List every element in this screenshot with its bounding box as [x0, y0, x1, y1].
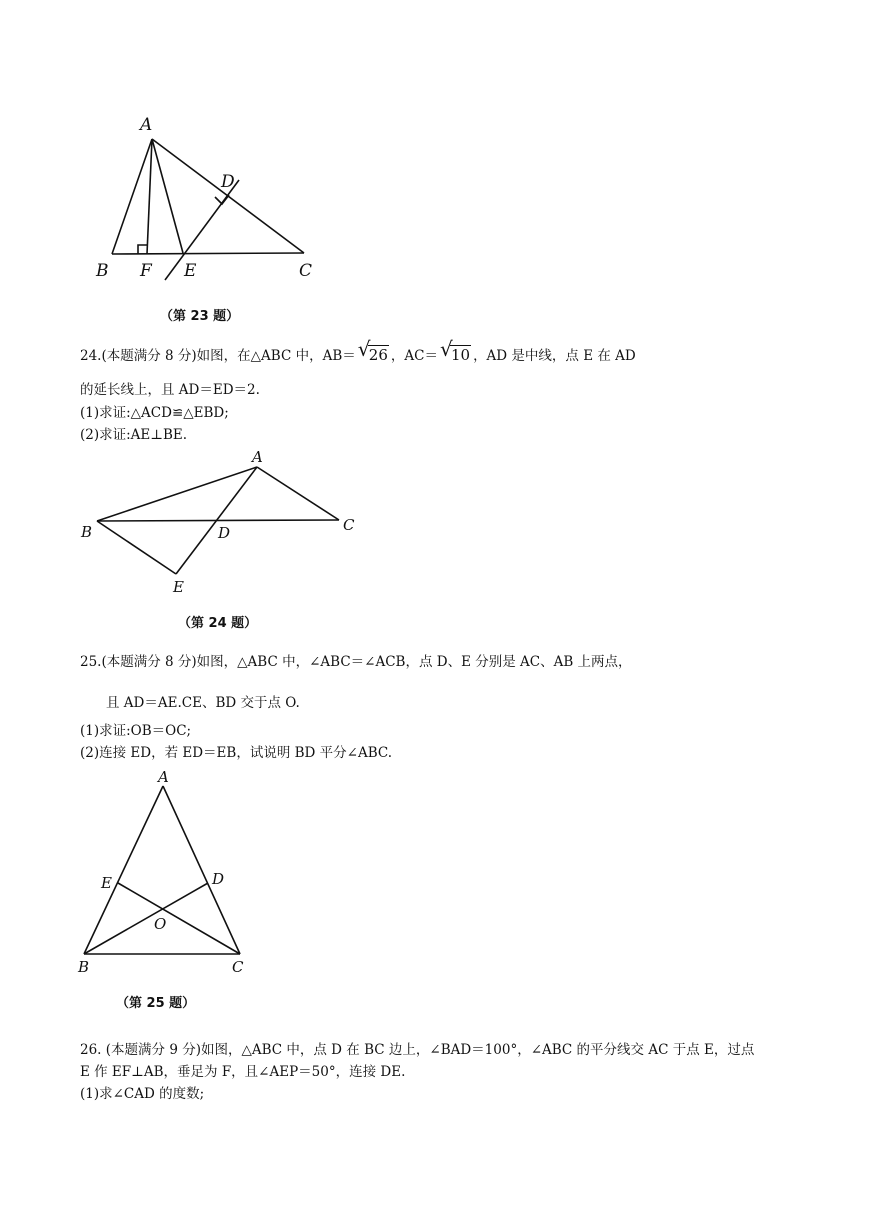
label-c: C: [232, 958, 244, 976]
label-d: D: [212, 870, 225, 888]
q24-line2: 的延长线上，且 AD＝ED＝2.: [80, 382, 260, 398]
q25-line2: 且 AD＝AE.CE、BD 交于点 O.: [106, 695, 300, 711]
label-a: A: [252, 448, 263, 466]
sqrt-26: √ 26: [357, 337, 388, 364]
label-f: F: [140, 261, 152, 281]
label-e: E: [184, 261, 197, 281]
label-b: B: [78, 958, 90, 976]
q24-part2: (2)求证:AE⊥BE.: [80, 427, 188, 443]
figure-25-caption: （第 25 题）: [116, 996, 196, 1011]
q24-part1: (1)求证:△ACD≌△EBD;: [80, 405, 229, 421]
label-b: B: [81, 523, 93, 541]
q26-line1: 26. (本题满分 9 分)如图，△ABC 中，点 D 在 BC 边上，∠BAD＝100°，∠ABC 的平分线交 AC 于点 E，过点: [80, 1042, 755, 1058]
sqrt-10: √ 10: [439, 337, 471, 364]
segment-ce: [118, 883, 240, 954]
label-d: D: [218, 524, 231, 542]
q26-line2: E 作 EF⊥AB，垂足为 F，且∠AEP＝50°，连接 DE.: [80, 1064, 406, 1080]
figure-23-caption: （第 23 题）: [160, 309, 240, 324]
q24-line1-mid: ，AC＝: [390, 348, 438, 364]
figure-24-caption: （第 24 题）: [178, 616, 258, 631]
label-c: C: [343, 516, 355, 534]
label-e: E: [173, 578, 184, 596]
sqrt-26-radicand: 26: [368, 346, 388, 364]
segment-bd: [84, 883, 208, 954]
q24-line1-post: ，AD 是中线，点 E 在 AD: [473, 348, 636, 364]
q25-line1: 25.(本题满分 8 分)如图，△ABC 中，∠ABC＝∠ACB，点 D、E 分别是 AC、AB 上两点，: [80, 654, 632, 670]
label-c: C: [299, 261, 313, 281]
segment-ab: [84, 786, 163, 954]
label-a: A: [158, 768, 169, 786]
q25-part2: (2)连接 ED，若 ED＝EB，试说明 BD 平分∠ABC.: [80, 745, 393, 761]
label-a: A: [140, 115, 153, 135]
q25-part1: (1)求证:OB＝OC;: [80, 723, 192, 739]
label-b: B: [96, 261, 109, 281]
label-o: O: [154, 915, 167, 933]
segment-ac: [163, 786, 240, 954]
sqrt-10-radicand: 10: [450, 346, 471, 364]
label-e: E: [101, 874, 112, 892]
q26-part1: (1)求∠CAD 的度数;: [80, 1086, 205, 1102]
q24-line1-pre: 24.(本题满分 8 分)如图，在△ABC 中，AB＝: [80, 348, 356, 364]
label-d: D: [221, 172, 235, 192]
